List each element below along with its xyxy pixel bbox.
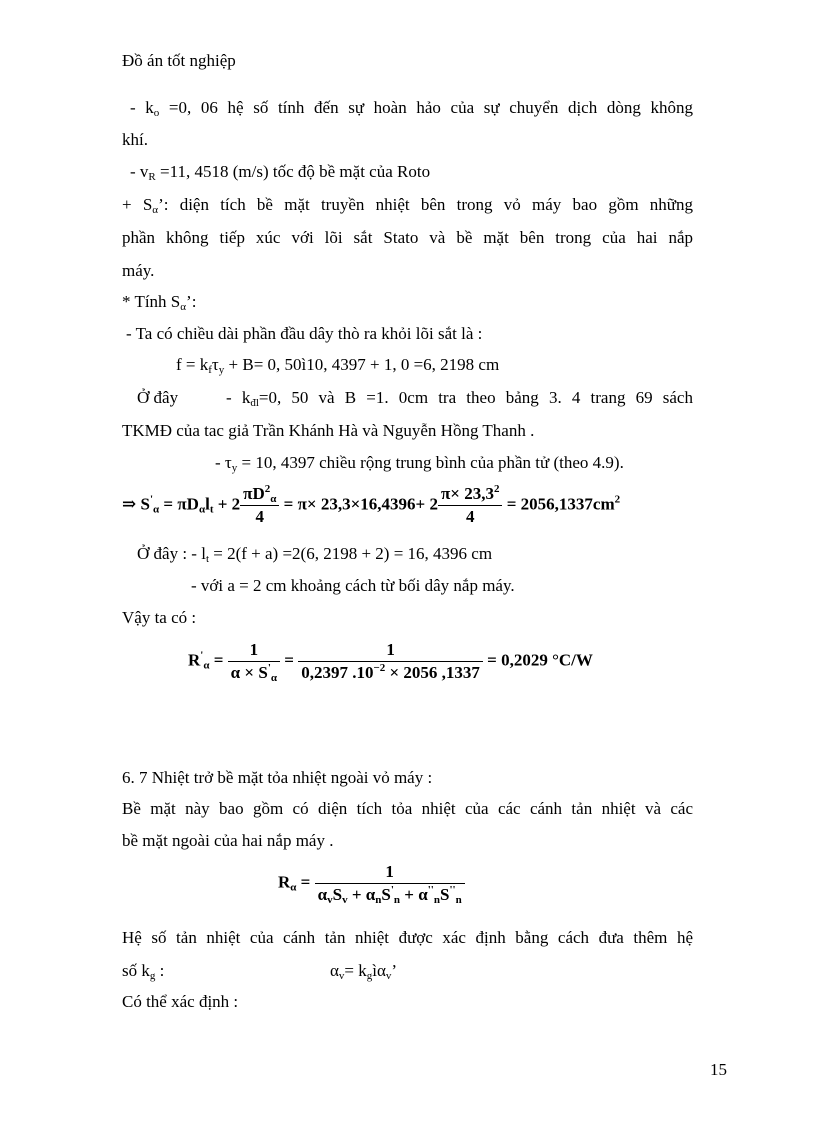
text-line: - $k_{đl}=0$, 50 và B =1. 0cm tra theo bảng 3. 4 trang 69 sách xyxy=(226,388,693,409)
text-line: phần không tiếp xúc với lõi sắt Stato và bề mặt bên trong của hai nắp xyxy=(122,228,693,247)
text-line: Bề mặt này bao gồm có diện tích tỏa nhiệt của các cánh tản nhiệt và các xyxy=(122,799,693,818)
text-line: * Tính $S_\alpha$’: xyxy=(122,292,197,313)
text-line: - $k_o =0$, 06 hệ số tính đến sự hoàn hảo của sự chuyển dịch dòng không xyxy=(130,98,693,119)
equation-thermal-resistance: $R'_\alpha$ = $\frac{1}{\alpha \times S'_\alpha}$ = $\frac{1}{0,2397 .10^{-2} \times 2056 ,1337}$ = 0,2029 °C/W xyxy=(188,640,593,684)
text-line: - Ta có chiều dài phần đầu dây thò ra khỏi lõi sắt là : xyxy=(126,324,483,343)
text-line: bề mặt ngoài của hai nắp máy . xyxy=(122,831,334,850)
equation-outer-resistance: $R_\alpha$ = $\frac{1}{\alpha_vS_v + \alpha_nS'_n + \alpha''_nS''_n}$ xyxy=(278,862,465,905)
text-line: - $\tau_y = 10$, 4397 chiều rộng trung bình của phần tử (theo 4.9). xyxy=(215,453,624,474)
section-heading: 6. 7 Nhiệt trở bề mặt tỏa nhiệt ngoài vỏ máy : xyxy=(122,768,433,787)
text-line: máy. xyxy=(122,261,155,280)
text-line: TKMĐ của tac giả Trần Khánh Hà và Nguyễn Hồng Thanh . xyxy=(122,421,535,440)
page-number: 15 xyxy=(710,1060,727,1079)
text-line: số $k_g$ : xyxy=(122,961,165,982)
text-line: Vậy ta có : xyxy=(122,608,197,627)
text-line: Hệ số tản nhiệt của cánh tản nhiệt được xác định bằng cách đưa thêm hệ xyxy=(122,928,693,947)
text-line: - $v_R =11$, 4518 (m/s) tốc độ bề mặt của Roto xyxy=(130,162,431,183)
text-line: - với a = 2 cm khoảng cách từ bối dây nắp máy. xyxy=(191,576,515,595)
text-line: $\alpha_v=$ $k_gì\alpha_v$’ xyxy=(330,961,398,982)
text-line: Ở đây xyxy=(137,388,179,407)
header-title: Đồ án tốt nghiệp xyxy=(122,51,236,70)
text-line: Có thể xác định : xyxy=(122,992,239,1011)
equation-surface-area: ⇒ $S'_\alpha = \pi D_\alpha l_t + 2$ $\frac{\pi D^2_\alpha}{4}$ = π× 23,3×16,4396+ 2 $\frac{\pi\times 23,3^2}{4}$ = $2056,1337cm^2$ xyxy=(122,483,621,526)
text-line: $f = k_f\tau_y + B= 0$, 50ì10, 4397 + 1, 0 =6, 2198 cm xyxy=(176,355,500,376)
text-line: + $S_\alpha$’: diện tích bề mặt truyền nhiệt bên trong vỏ máy bao gồm những xyxy=(122,195,693,216)
text-line: khí. xyxy=(122,130,148,149)
text-line: Ở đây : - $l_t = 2(f + a) =2(6$, 2198 + 2) = 16, 4396 cm xyxy=(137,544,493,565)
